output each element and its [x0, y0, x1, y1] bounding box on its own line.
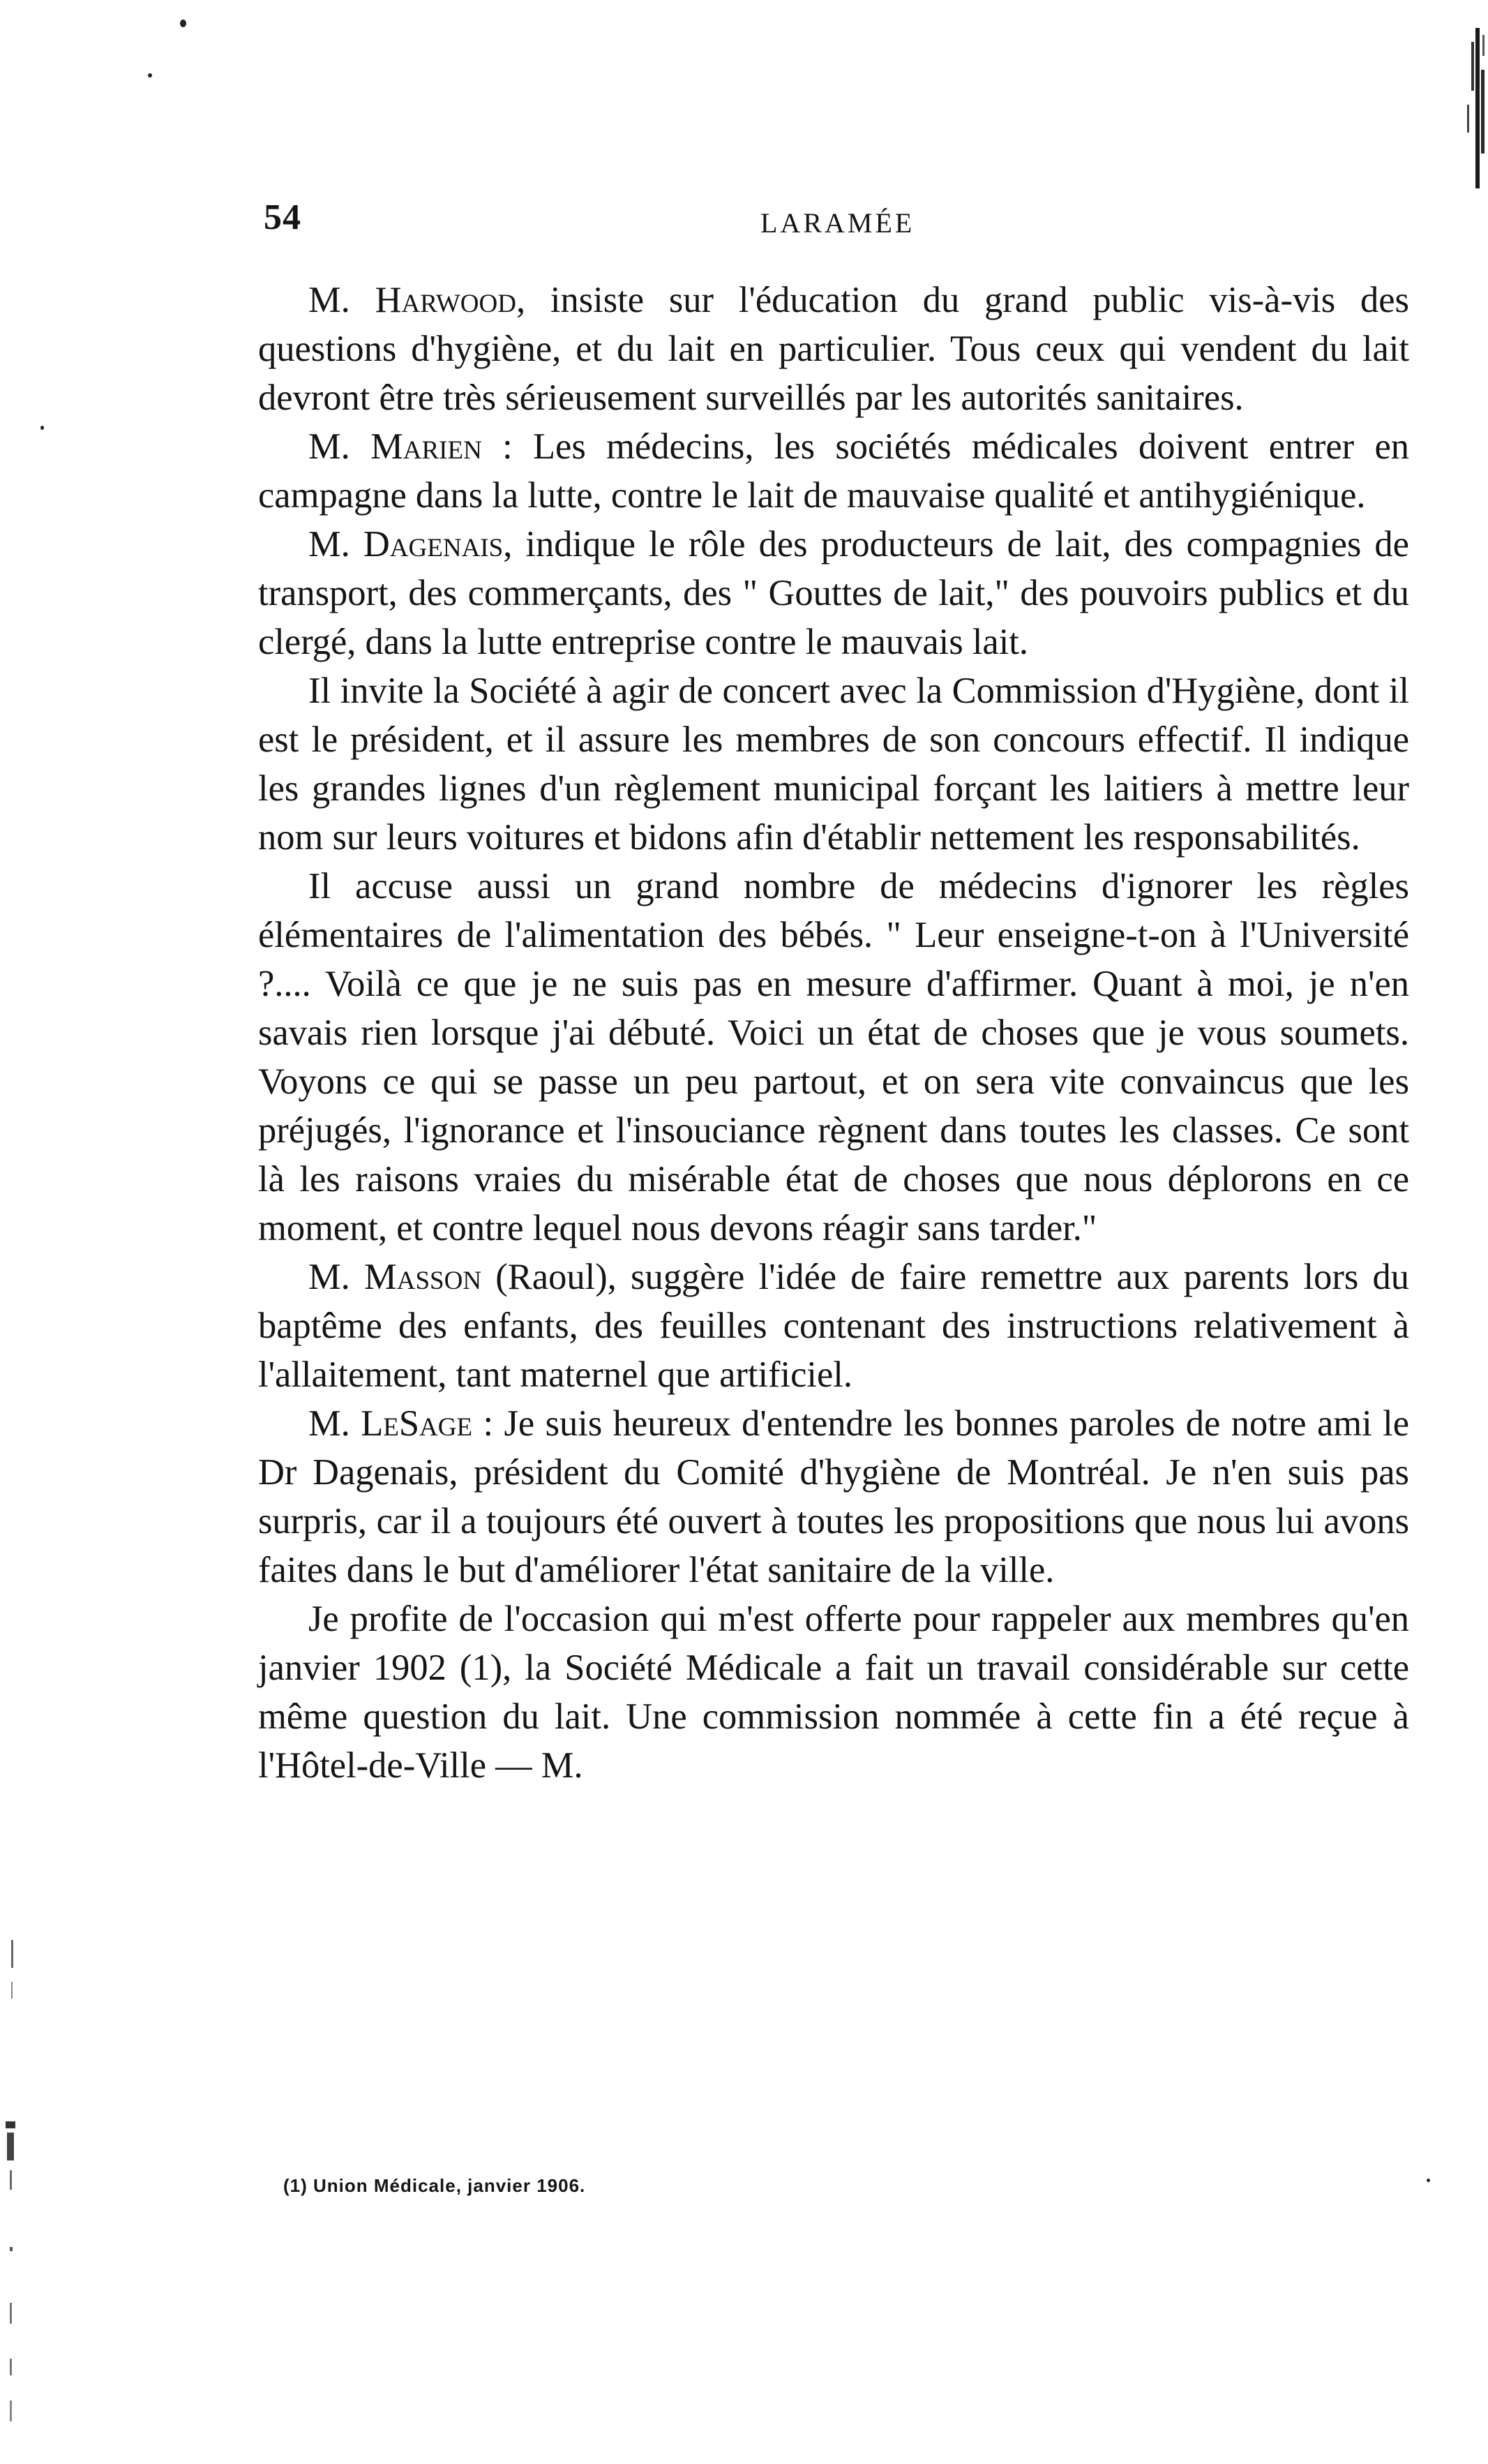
paragraph-commission — [258, 666, 1409, 862]
speaker-name: M. Harwood — [308, 280, 516, 320]
paragraph-1902 — [258, 1595, 1409, 1790]
footnote: (1) Union Médicale, janvier 1906. — [283, 2175, 586, 2196]
paragraph-dagenais — [258, 520, 1409, 666]
paragraph-text: : Les médecins, les sociétés médicales doivent entrer en campagne dans la lutte, contre le lait de mauvaise qualité et antihygiénique. — [258, 426, 1409, 516]
scan-speck — [148, 73, 152, 77]
scan-edge-artifact — [1455, 28, 1488, 188]
paragraph-marien — [258, 422, 1409, 520]
paragraph-text: : Je suis heureux d'entendre les bonnes paroles de notre ami le Dr Dagenais, président du Comité d'hygiène de Montréal. Je n'en suis pas surpris, car il a toujours été ouvert à toutes les propositions que nous lui avons faites dans le but d'améliorer l'état sanitaire de la ville. — [258, 1403, 1409, 1590]
paragraph-lesage — [258, 1399, 1409, 1595]
scan-margin-marks — [0, 1940, 28, 2442]
body-text — [258, 276, 1409, 1790]
paragraph-text: (Raoul), suggère l'idée de faire remettre aux parents lors du baptême des enfants, des feuilles contenant des instructions relativement à l'allaitement, tant maternel que artificiel. — [258, 1257, 1409, 1395]
paragraph-masson — [258, 1253, 1409, 1399]
paragraph-text: Il invite la Société à agir de concert avec la Commission d'Hygiène, dont il est le président, et il assure les membres de son concours effectif. Il indique les grandes lignes d'un règlement municipal forçant les laitiers à mettre leur nom sur leurs voitures et bidons afin d'établir nettement les responsabilités. — [258, 671, 1409, 858]
scan-speck — [180, 20, 186, 27]
scan-speck — [1427, 2179, 1430, 2182]
paragraph-quote — [258, 862, 1409, 1253]
page-number: 54 — [264, 197, 301, 237]
paragraph-text: Il accuse aussi un grand nombre de médecins d'ignorer les règles élémentaires de l'alimentation des bébés. " Leur enseigne-t-on à l'Université ?.... Voilà ce que je ne suis pas en mesure d'affirmer. Quant à moi, je n'en savais rien lorsque j'ai débuté. Voici un état de choses que je vous soumets. Voyons ce qui se passe un peu partout, et on sera vite convaincus que les préjugés, l'ignorance et l'insouciance règnent dans toutes les classes. Ce sont là les raisons vraies du misérable état de choses que nous déplorons en ce moment, et contre lequel nous devons réagir sans tarder." — [258, 866, 1409, 1248]
paragraph-text: , indique le rôle des producteurs de lait, des compagnies de transport, des commerçants, des " Gouttes de lait," des pouvoirs publics et du clergé, dans la lutte entreprise contre le mauvais lait. — [258, 524, 1409, 662]
speaker-name: M. Masson — [308, 1257, 482, 1297]
running-head: LARAMÉE — [760, 207, 915, 239]
speaker-name: M. Marien — [308, 426, 482, 467]
paragraph-text: Je profite de l'occasion qui m'est offerte pour rappeler aux membres qu'en janvier 1902 (1), la Société Médicale a fait un travail considérable sur cette même question du lait. Une commission nommée à cette fin a été reçue à l'Hôtel-de-Ville — M. — [258, 1599, 1409, 1786]
speaker-name: M. LeSage — [308, 1403, 473, 1444]
paragraph-text: , insiste sur l'éducation du grand public vis-à-vis des questions d'hygiène, et du lait en particulier. Tous ceux qui vendent du lait devront être très sérieusement surveillés par les autorités sanitaires. — [258, 280, 1409, 418]
scan-speck — [40, 426, 44, 430]
speaker-name: M. Dagenais — [308, 524, 504, 565]
paragraph-harwood — [258, 276, 1409, 422]
